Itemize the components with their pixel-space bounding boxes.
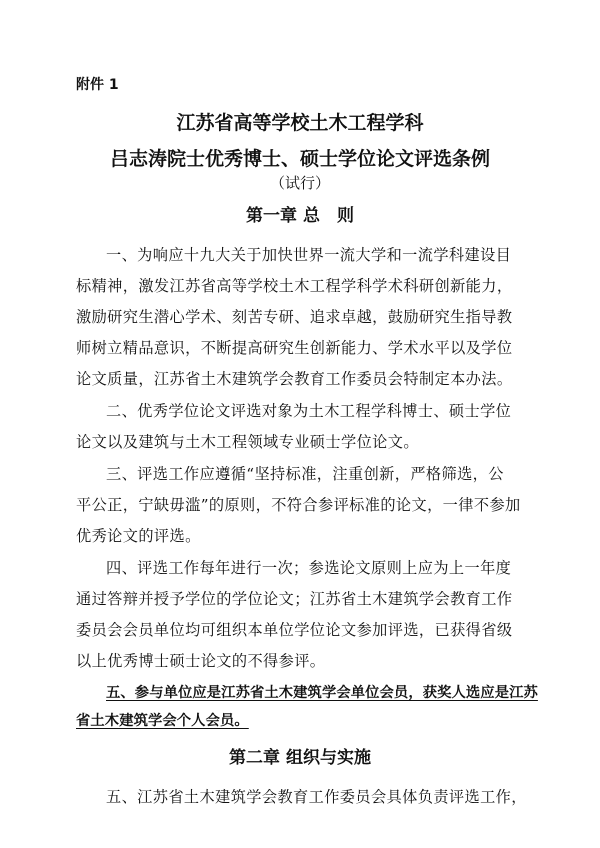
para1-line: 师树立精品意识，不断提高研究生创新能力、学术水平以及学位 [76,339,513,357]
para5-line: 五、参与单位应是江苏省土木建筑学会单位会员，获奖人选应是江苏 [106,685,538,701]
para4-line: 通过答辩并授予学位的学位论文；江苏省土木建筑学会教育工作 [76,590,513,608]
attachment-label: 附件 1 [76,77,119,93]
para2-line: 二、优秀学位论文评选对象为土木工程学科博士、硕士学位 [106,402,512,420]
para4-line: 四、评选工作每年进行一次；参选论文原则上应为上一年度 [106,559,512,577]
para3-line: 三、评选工作应遵循“坚持标准，注重创新，严格筛选，公 [106,465,504,483]
document-title-line1: 江苏省高等学校土木工程学科 [176,112,424,134]
document-title-line2: 吕志涛院士优秀博士、硕士学位论文评选条例 [109,148,490,170]
para1-line: 标精神，激发江苏省高等学校土木工程学科学术科研创新能力， [76,277,513,295]
chapter1-heading: 第一章 总 则 [246,206,354,226]
para5-line: 省土木建筑学会个人会员。 [76,713,249,729]
para2-line: 论文以及建筑与土木工程领域专业硕士学位论文。 [76,433,419,451]
para4-line: 委员会会员单位均可组织本单位学位论文参加评选，已获得省级 [76,621,513,639]
para4-line: 以上优秀博士硕士论文的不得参评。 [76,652,326,670]
chapter2-heading: 第二章 组织与实施 [229,748,371,768]
para1-line: 激励研究生潜心学术、刻苦专研、追求卓越，鼓励研究生指导教 [76,308,513,326]
para1-line: 一、为响应十九大关于加快世界一流大学和一流学科建设目 [106,246,512,264]
para1-line: 论文质量，江苏省土木建筑学会教育工作委员会特制定本办法。 [76,370,513,388]
para3-line: 优秀论文的评选。 [76,527,201,545]
trial-note: （试行） [269,174,330,192]
para3-line: 平公正，宁缺毋滥”的原则，不符合参评标准的论文，一律不参加 [76,496,521,514]
para6-line: 五、江苏省土木建筑学会教育工作委员会具体负责评选工作， [106,788,527,806]
